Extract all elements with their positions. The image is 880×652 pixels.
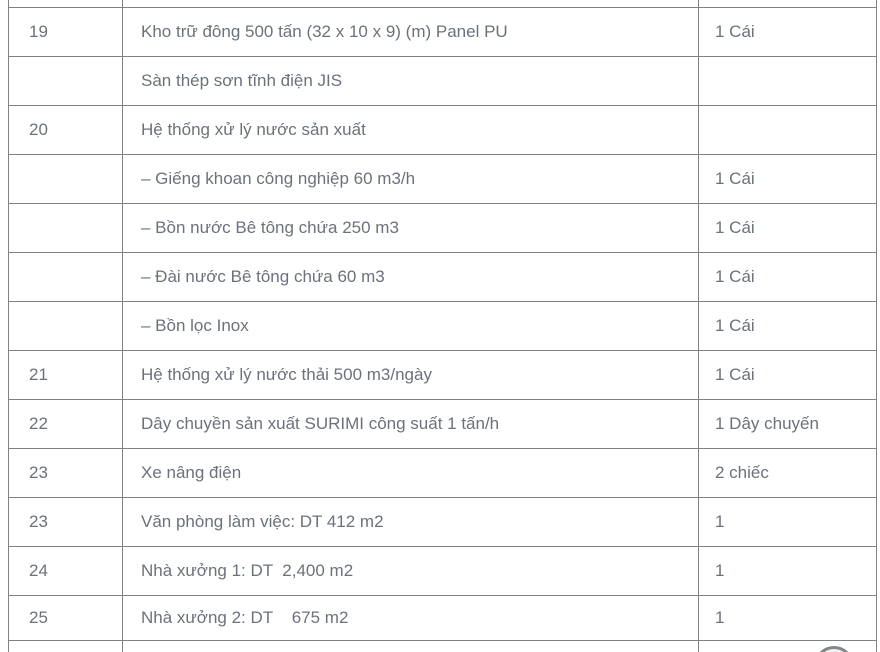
quantity-cell: 1	[699, 547, 877, 596]
table-row	[9, 0, 877, 8]
quantity-cell	[699, 57, 877, 106]
row-number-cell	[9, 253, 123, 302]
description-cell: Sàn thép sơn tĩnh điện JIS	[123, 57, 699, 106]
quantity-cell: 1 Cái	[699, 253, 877, 302]
description-cell: – Bồn lọc Inox	[123, 302, 699, 351]
row-number-cell: 19	[9, 8, 123, 57]
description-cell	[123, 641, 699, 652]
table-row	[9, 596, 877, 641]
row-number-cell: 24	[9, 547, 123, 596]
description-cell	[123, 0, 699, 8]
table-row	[9, 57, 877, 106]
table-row	[9, 641, 877, 652]
quantity-cell: 1 Cái	[699, 351, 877, 400]
row-number-cell	[9, 302, 123, 351]
row-number-cell	[9, 57, 123, 106]
quantity-cell: 2 chiếc	[699, 449, 877, 498]
quantity-cell: 1 Cái	[699, 155, 877, 204]
row-number-cell: 25	[9, 596, 123, 641]
description-cell: Kho trữ đông 500 tấn (32 x 10 x 9) (m) Panel PU	[123, 8, 699, 57]
row-number-cell: 23	[9, 498, 123, 547]
description-cell: Nhà xưởng 2: DT 675 m2	[123, 596, 699, 641]
quantity-cell	[699, 641, 877, 652]
row-number-cell	[9, 0, 123, 8]
table-row	[9, 8, 877, 57]
row-number-cell: 23	[9, 449, 123, 498]
table-row	[9, 449, 877, 498]
row-number-cell	[9, 641, 123, 652]
quantity-cell: 1 Dây chuyến	[699, 400, 877, 449]
table-row	[9, 253, 877, 302]
description-cell: Nhà xưởng 1: DT 2,400 m2	[123, 547, 699, 596]
quantity-cell: 1 Cái	[699, 8, 877, 57]
table-row	[9, 400, 877, 449]
table-row	[9, 106, 877, 155]
row-number-cell	[9, 204, 123, 253]
table-row	[9, 498, 877, 547]
description-cell: – Đài nước Bê tông chứa 60 m3	[123, 253, 699, 302]
quantity-cell	[699, 0, 877, 8]
description-cell: Văn phòng làm việc: DT 412 m2	[123, 498, 699, 547]
quantity-cell	[699, 106, 877, 155]
row-number-cell: 21	[9, 351, 123, 400]
description-cell: Dây chuyền sản xuất SURIMI công suất 1 tấn/h	[123, 400, 699, 449]
table-row	[9, 204, 877, 253]
table-row	[9, 302, 877, 351]
table-row	[9, 155, 877, 204]
quantity-cell: 1 Cái	[699, 204, 877, 253]
row-number-cell: 20	[9, 106, 123, 155]
quantity-cell: 1	[699, 498, 877, 547]
description-cell: Hệ thống xử lý nước thải 500 m3/ngày	[123, 351, 699, 400]
description-cell: Xe nâng điện	[123, 449, 699, 498]
quantity-cell: 1 Cái	[699, 302, 877, 351]
table-row	[9, 351, 877, 400]
description-cell: – Bồn nước Bê tông chứa 250 m3	[123, 204, 699, 253]
quantity-cell: 1	[699, 596, 877, 641]
description-cell: Hệ thống xử lý nước sản xuất	[123, 106, 699, 155]
row-number-cell: 22	[9, 400, 123, 449]
row-number-cell	[9, 155, 123, 204]
description-cell: – Giếng khoan công nghiệp 60 m3/h	[123, 155, 699, 204]
table-row	[9, 547, 877, 596]
equipment-table	[8, 0, 877, 652]
